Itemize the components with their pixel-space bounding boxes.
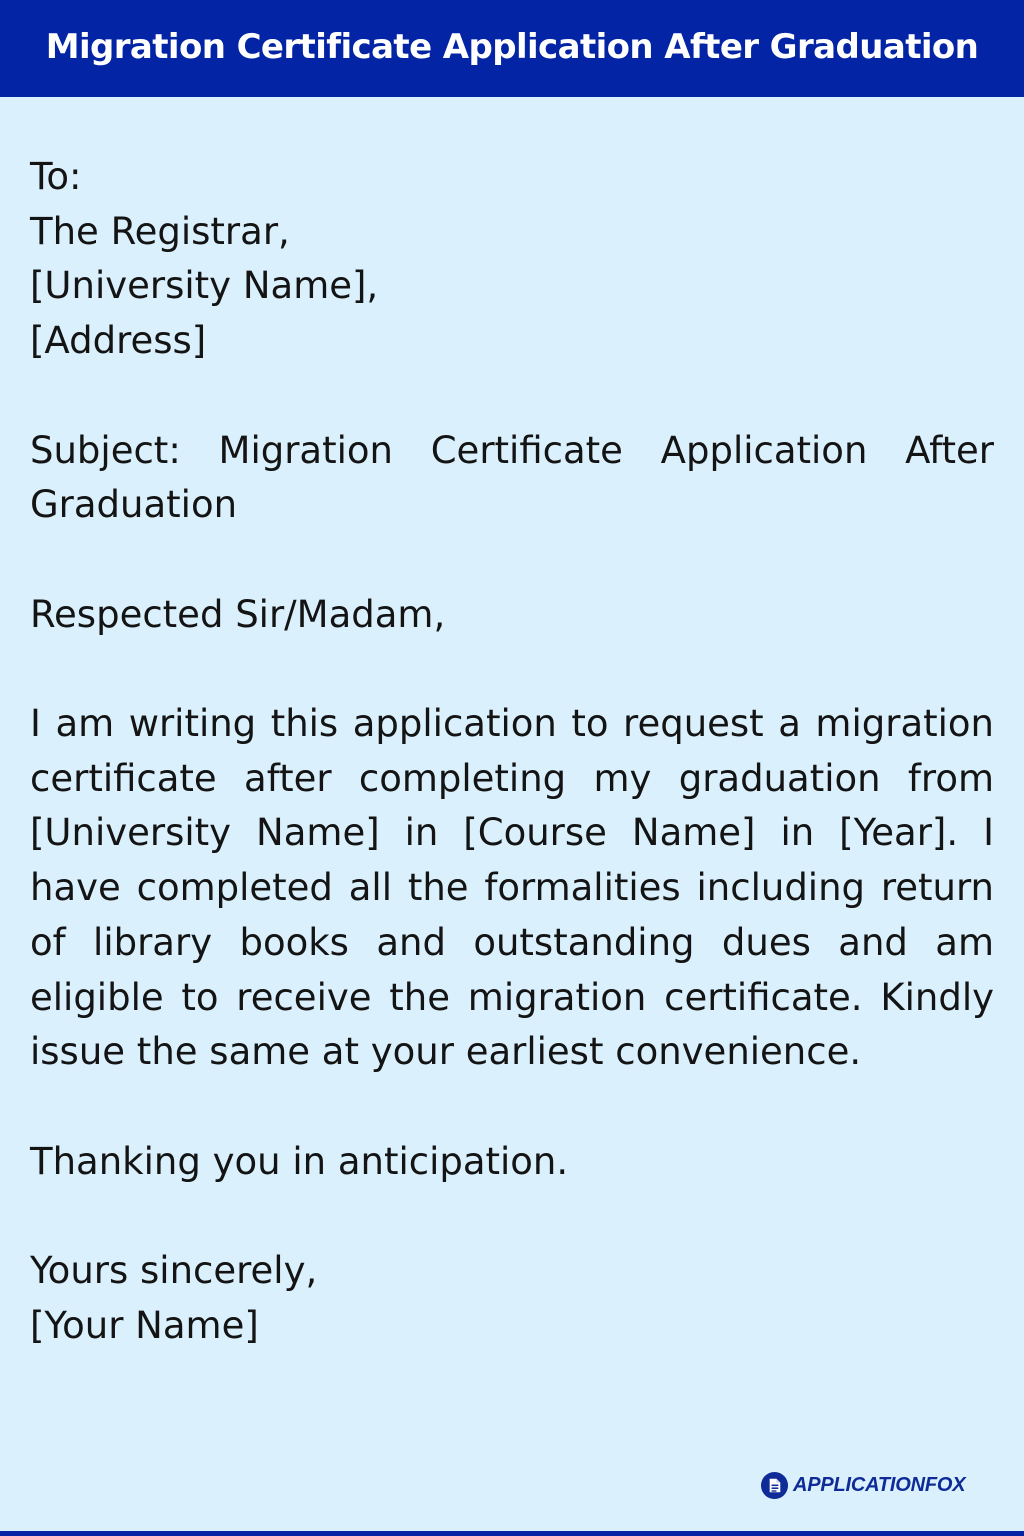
spacer [30,1080,994,1135]
salutation: Respected Sir/Madam, [30,592,446,636]
spacer [30,533,994,588]
university-name: [University Name], [30,264,379,308]
recipient: The Registrar, [30,209,290,253]
signature: [Your Name] [30,1303,259,1347]
letter-body [30,150,994,1353]
page-title: Migration Certificate Application After Graduation [45,26,979,67]
document-icon [760,1471,789,1500]
body-paragraph: I am writing this application to request a migration certificate after completing my graduation from [University Name] in [Course Name] in [Year]. I have completed all the formalities including return of library books and outstanding dues and am eligible to receive the migration certificate. Kindly issue the same at your earliest convenience. [30,701,994,1074]
brand-name: APPLICATIONFOX [793,1473,966,1496]
to-label: To: [30,155,82,198]
bottom-border [0,1531,1024,1536]
closing: Yours sincerely, [30,1248,318,1292]
spacer [30,642,994,697]
brand-logo [760,1469,965,1501]
thanks-line: Thanking you in anticipation. [30,1139,569,1183]
address: [Address] [30,319,207,363]
page-header [0,0,1024,97]
spacer [30,369,994,424]
spacer [30,1189,994,1244]
subject-line: Subject: Migration Certificate Application After Graduation [30,428,994,527]
